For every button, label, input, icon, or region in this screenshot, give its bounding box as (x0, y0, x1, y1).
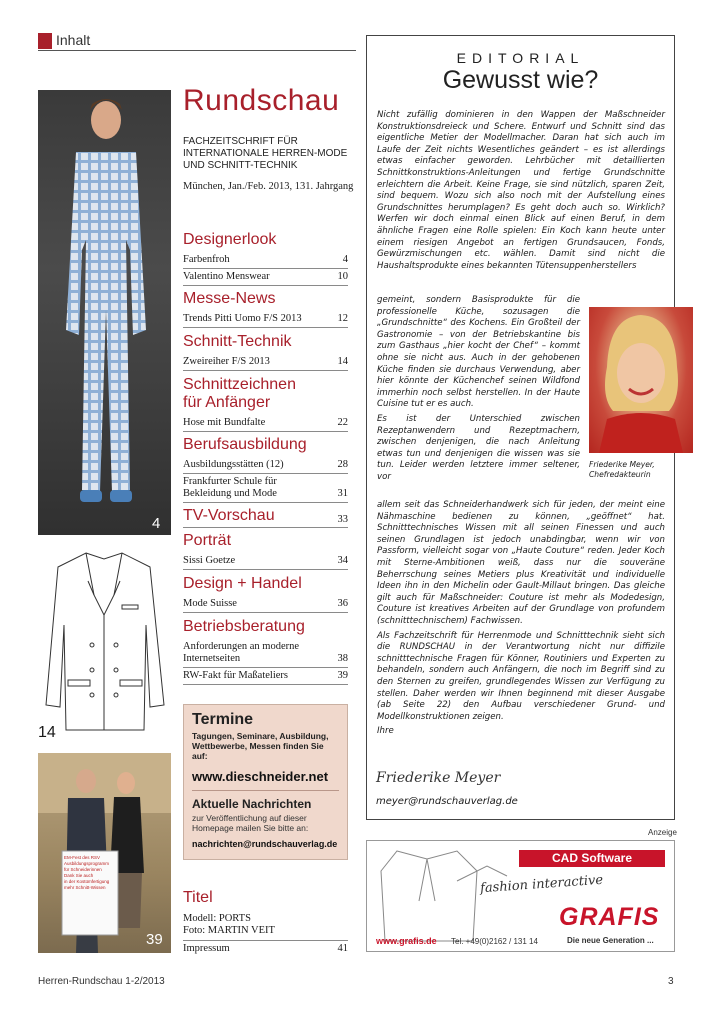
portrait-caption: Friederike Meyer, Chefredakteurin (589, 460, 655, 479)
toc-section[interactable] (183, 507, 348, 528)
toc-entry-title: Valentino Menswear (183, 271, 270, 282)
toc-section (183, 290, 348, 328)
editorial-paragraph-2a: Es ist der Unterschied zwischen Rezeptanwendern und Rezeptmachern, zwischen denjenigen, die nach Anleitung etwas tun und denjenigen die wissen was sie tun. Leider werden letztere immer seltener, vor (377, 413, 580, 482)
toc-entry-page: 31 (337, 488, 348, 499)
toc-entry-title: Ausbildungsstätten (12) (183, 459, 284, 470)
toc-section-title: Design + Handel (183, 575, 302, 592)
editorial-title: Gewusst wie? (442, 66, 599, 94)
editorial-closing: Ihre (377, 726, 394, 737)
page-number-badge: 4 (152, 515, 161, 532)
news-email-link[interactable]: nachrichten@rundschauverlag.de (192, 839, 338, 849)
toc-entry-page: 28 (337, 459, 348, 470)
toc-entry-page: 34 (337, 555, 348, 566)
toc-entry-page: 12 (337, 313, 348, 324)
toc-entry[interactable] (183, 311, 348, 328)
issue-date: München, Jan./Feb. 2013, 131. Jahrgang (183, 181, 354, 192)
ad-url-link[interactable]: www.grafis.de (376, 936, 437, 946)
toc-entry[interactable] (183, 474, 348, 503)
toc-entry-title: RW-Fakt für Maßateliers (183, 670, 288, 681)
page-number-badge: 14 (38, 724, 56, 741)
toc-section (183, 575, 348, 613)
toc-entry[interactable] (183, 639, 348, 668)
editorial-paragraph (377, 500, 665, 741)
ad-tagline: Die neue Generation ... (567, 936, 654, 945)
toc-entry-page: 22 (337, 417, 348, 428)
grafis-logo: GRAFIS (559, 903, 660, 931)
editorial-paragraph (377, 295, 580, 487)
titel-photo-credit: Foto: MARTIN VEIT (183, 925, 275, 936)
event-figures (38, 753, 171, 953)
titel-model: Modell: PORTS (183, 913, 251, 924)
author-signature: Friederike Meyer (376, 770, 501, 786)
toc-entry-page: 14 (337, 356, 348, 367)
toc-entry-page: 10 (337, 271, 348, 282)
toc-entry-title: Frankfurter Schule für Bekleidung und Mode (183, 476, 277, 499)
toc-section-title: TV-Vorschau (183, 507, 275, 524)
toc-entry[interactable] (183, 596, 348, 613)
toc-section (183, 618, 348, 685)
model-photo[interactable] (38, 90, 171, 535)
toc-entry-page: 38 (337, 653, 348, 664)
footer-publication: Herren-Rundschau 1-2/2013 (38, 976, 165, 987)
toc-entry-title: Trends Pitti Uomo F/S 2013 (183, 313, 302, 324)
ad-phone: Tel. +49(0)2162 / 131 14 (451, 937, 538, 946)
ad-slogan: fashion interactive (479, 872, 604, 897)
ad-label: Anzeige (648, 828, 677, 837)
editorial-paragraph-3: Als Fachzeitschrift für Herrenmode und Schnitttechnik sieht sich die RUNDSCHAU in der Verantwortung nicht nur diffizile schnitttechnische Fragen für Könner, Routiniers und Experten zu behandeln, sondern auch Anfängern, die noch im Begriff sind zu den Sternen zu greifen, grundlegendes Wissen zur Verfügung zu stellen. Daher werden wir Ihnen beginnend mit dieser Ausgabe (ab Seite 22) den Aufbau verschiedener Grund- und Modellkonstruktionen zeigen. (377, 630, 665, 722)
toc-section (183, 436, 348, 503)
masthead-title: Rundschau (183, 84, 340, 117)
toc-entry-title: Hose mit Bundfalte (183, 417, 266, 428)
jacket-drawing (38, 545, 171, 740)
toc-entry-page: 41 (337, 943, 348, 954)
toc-section-title: Designerlook (183, 231, 277, 248)
termine-subtitle: Tagungen, Seminare, Ausbildung, Wettbewerbe, Messen finden Sie auf: (192, 731, 329, 761)
author-portrait[interactable] (589, 307, 693, 453)
toc-entry-page: 39 (337, 670, 348, 681)
editorial-label: EDITORIAL (456, 50, 585, 66)
section-marker (38, 33, 52, 49)
toc-section-title: Messe-News (183, 290, 276, 307)
event-photo[interactable] (38, 753, 171, 953)
editorial-paragraph (377, 110, 665, 275)
editorial-paragraph-2b: allem seit das Schneiderhandwerk sich für jeden, der meint eine Nähmaschine bedienen zu können, „geöffnet“ hat. Schnitttechnisches Wissen mit all seinen Finessen und auch seinen Grundlagen ist jedoch unabdingbar, wenn wir von Passform, vielleicht sogar von „Haute Couture“ reden. Jeder Koch mit Sterne-Ambitionen weiß, dass nur die souveräne Beherrschung seines Metiers plus Kreativität und individuelle Ideen ihn in den Michelin oder Gault-Millaut bringen. Das gleiche gilt auch für Maßschneider: Couture ist mehr als Modedesign, Couture ist kreatives Arbeiten auf der Grundlage von profundem (schnitttechnischem) Fachwissen. (377, 500, 665, 626)
portrait-figure (589, 307, 693, 453)
titel-heading: Titel (183, 889, 213, 906)
toc-entry-page: 4 (342, 254, 348, 265)
toc-entry[interactable] (183, 415, 348, 432)
toc-entry-title: Impressum (183, 943, 230, 954)
toc-section-title: Betriebsberatung (183, 618, 305, 635)
editorial-paragraph-1: Nicht zufällig dominieren in den Wappen der Maßschneider Konstruktionsdreieck und Schere. Entwurf und Schnitt sind das eigentliche Metier der Modellmacher. Daran hat sich auch im Laufe der Zeit nichts Wesentliches geändert – es ist allerdings etwas einfacher geworden. Lehrbücher mit detaillierten Schnittkonstruktions-Anleitungen und fertige Grundschnitte erleichtern die Arbeit. Keine Frage, sie sind nützlich, sparen Zeit, sind bequem. Wozu sich also noch mit der Aufstellung eines Grundschnittes herumplagen? Es geht doch auch so. Wirklich? Werfen wir doch einmal einen Blick auf einen Beruf, in dem ähnliche Fragen eine Rolle spielen: Ein Koch kann heute unter einem riesigen Angebot an fertigen Grundsaucen, Fonds, Gewürzmischungen etc. wählen. Damit sind nicht die Haushaltsprodukte eines bekannten Tütensuppenherstellers (377, 110, 665, 271)
toc-entry[interactable] (183, 252, 348, 269)
toc-section-title: Schnittzeichnen für Anfänger (183, 376, 296, 411)
news-text: zur Veröffentlichung auf dieser Homepage mailen Sie bitte an: (192, 813, 309, 833)
toc-section (183, 333, 348, 371)
footer-page-number: 3 (668, 976, 674, 987)
header-rule (38, 50, 356, 51)
section-label: Inhalt (56, 32, 91, 48)
toc-entry[interactable] (183, 269, 348, 286)
toc-entry-title: Farbenfroh (183, 254, 230, 265)
toc-section-title: Schnitt-Technik (183, 333, 292, 350)
termine-title: Termine (192, 711, 254, 728)
news-title: Aktuelle Nachrichten (192, 797, 312, 811)
termine-divider (192, 790, 339, 791)
toc-entry[interactable] (183, 354, 348, 371)
toc-entry-title: Sissi Goetze (183, 555, 236, 566)
masthead-subtitle: FACHZEITSCHRIFT FÜR INTERNATIONALE HERREN-MODE UND SCHNITT-TECHNIK (183, 136, 348, 171)
page-number-badge: 39 (146, 931, 163, 948)
toc-entry-page: 36 (337, 598, 348, 609)
toc-section (183, 376, 348, 432)
termine-box (183, 704, 348, 860)
model-figure (38, 90, 171, 535)
toc-section (183, 532, 348, 570)
toc-entry[interactable] (183, 553, 348, 570)
event-sign-text: EM-Fest des RSV Ausbildungsprogramm für Schneiderinnen Dank Sie auch in der Kostümfertigung mehr Schnitt-Wissen (64, 855, 110, 890)
toc-entry-title: Zweireiher F/S 2013 (183, 356, 270, 367)
toc-entry-title: Mode Suisse (183, 598, 237, 609)
toc-entry[interactable] (183, 940, 348, 954)
ad-banner: CAD Software (519, 850, 665, 867)
toc-entry-title: Anforderungen an moderne Internetseiten (183, 641, 300, 664)
jacket-sketch[interactable] (38, 545, 171, 740)
termine-link[interactable]: www.dieschneider.net (192, 769, 329, 784)
toc-entry[interactable] (183, 457, 348, 474)
toc-entry-page: 33 (337, 514, 348, 525)
toc-section (183, 231, 348, 286)
toc-section-title: Porträt (183, 532, 232, 549)
editorial-paragraph-1b: gemeint, sondern Basisprodukte für die professionelle Küche, sozusagen die „Grundschnitte“ des Kochens. Ein Großteil der Gastronomie – von der Betriebskantine bis zum Gasthaus „hier kocht der Chef“ – kommt ohne sie nicht aus. Auch in der gehobenen Küche finden sie durchaus Verwendung, aber hier könnte der Küchenchef seinen Wildfond immerhin noch selbst herstellen. In der Haute Cuisine tut er es auch. (377, 295, 580, 410)
toc-section-title: Berufsausbildung (183, 436, 307, 453)
author-email-link[interactable]: meyer@rundschauverlag.de (376, 796, 518, 807)
toc-entry[interactable] (183, 668, 348, 685)
